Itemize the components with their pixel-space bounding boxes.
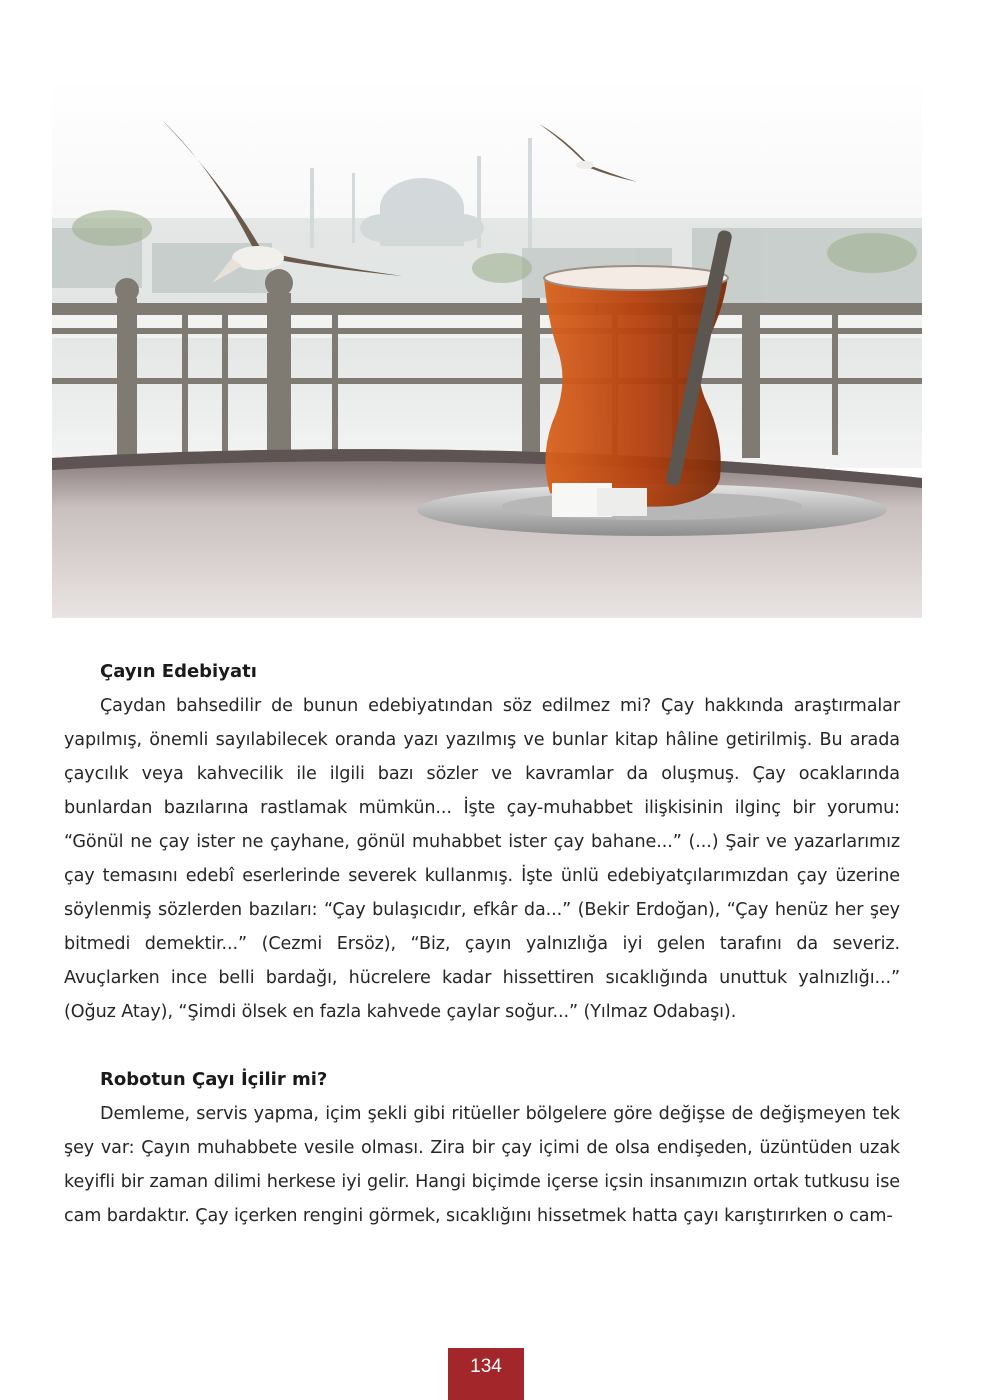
page-number: 134 — [448, 1348, 524, 1400]
section-heading-cayin-edebiyati: Çayın Edebiyatı — [100, 661, 257, 682]
tea-glass-photo — [52, 78, 922, 618]
paragraph-robotun-cayi: Demleme, servis yapma, içim şekli gibi ritüeller bölgelere göre değişse de değişmeyen tek şey var: Çayın muhabbete vesile olması. Zira bir çay içimi de olsa endişeden, üzüntüden uzak keyifli bir zaman dilimi herkese iyi gelir. Hangi biçimde içerse içsin insanımızın ortak tutkusu ise cam bardaktır. Çay içerken rengini görmek, sıcaklığını hissetmek hatta çayı karıştırırken o cam- — [64, 1104, 900, 1226]
tea-glass-photo-icon — [52, 78, 922, 618]
paragraph-cayin-edebiyati: Çaydan bahsedilir de bunun edebiyatından söz edilmez mi? Çay hakkında araştırmalar yapılmış, önemli sayılabilecek oranda yazı yazılmış ve bunlar kitap hâline getirilmiş. Bu arada çaycılık veya kahvecilik ile ilgili bazı sözler ve kavramlar da oluşmuş. Çay ocaklarında bunlardan bazılarına rastlamak mümkün... İşte çay-muhabbet ilişkisinin ilginç bir yorumu: “Gönül ne çay ister ne çayhane, gönül muhabbet ister çay bahane...” (...) Şair ve yazarlarımız çay temasını edebî eserlerinde severek kullanmış. İşte ünlü edebiyatçılarımızdan çay üzerine söylenmiş sözlerden bazıları: “Çay bulaşıcıdır, efkâr da...” (Bekir Erdoğan), “Çay henüz her şey bitmedi demektir...” (Cezmi Ersöz), “Biz, çayın yalnızlığa iyi gelen tarafını da severiz. Avuçlarken ince belli bardağı, hücrelere kadar hissettiren sıcaklığında unuttuk yalnızlığı...” (Oğuz Atay), “Şimdi ölsek en fazla kahvede çaylar soğur...” (Yılmaz Odabaşı). — [64, 696, 900, 1022]
section-heading-robotun-cayi: Robotun Çayı İçilir mi? — [100, 1069, 328, 1090]
